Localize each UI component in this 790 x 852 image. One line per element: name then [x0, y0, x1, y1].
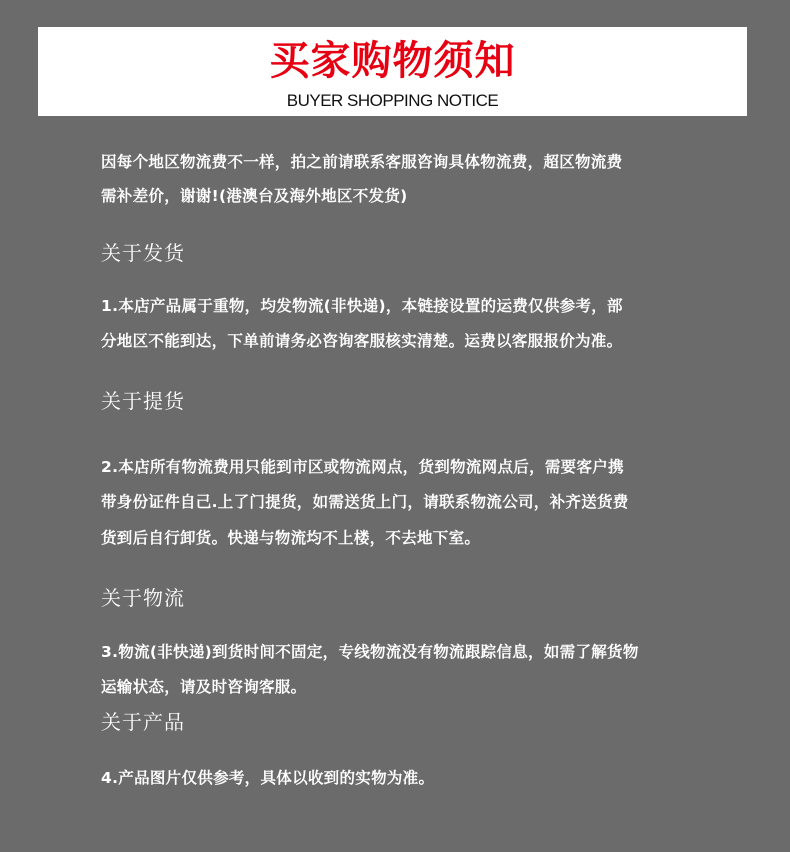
intro-line: 因每个地区物流费不一样，拍之前请联系客服咨询具体物流费，超区物流费	[101, 153, 623, 171]
page-subtitle: BUYER SHOPPING NOTICE	[286, 91, 499, 110]
section-line: 带身份证件自己.上了门提货，如需送货上门，请联系物流公司，补齐送货费	[101, 493, 629, 511]
section-heading: 关于提货	[101, 389, 185, 413]
section-line: 3.物流(非快递)到货时间不固定，专线物流没有物流跟踪信息，如需了解货物	[101, 643, 639, 661]
section-heading: 关于发货	[101, 241, 185, 265]
section-line: 4.产品图片仅供参考，具体以收到的实物为准。	[101, 769, 435, 787]
section-line: 2.本店所有物流费用只能到市区或物流网点，货到物流网点后，需要客户携	[101, 458, 624, 476]
intro-line: 需补差价，谢谢!(港澳台及海外地区不发货)	[101, 187, 408, 205]
page-title: 买家购物须知	[269, 38, 516, 84]
section-line: 1.本店产品属于重物，均发物流(非快递)，本链接设置的运费仅供参考，部	[101, 297, 623, 315]
section-heading: 关于产品	[101, 710, 185, 734]
section-line: 分地区不能到达，下单前请务必咨询客服核实清楚。运费以客服报价为准。	[101, 332, 623, 350]
section-heading: 关于物流	[101, 586, 185, 610]
section-line: 货到后自行卸货。快递与物流均不上楼，不去地下室。	[101, 529, 481, 547]
header-banner	[38, 27, 747, 116]
section-line: 运输状态，请及时咨询客服。	[101, 678, 307, 696]
